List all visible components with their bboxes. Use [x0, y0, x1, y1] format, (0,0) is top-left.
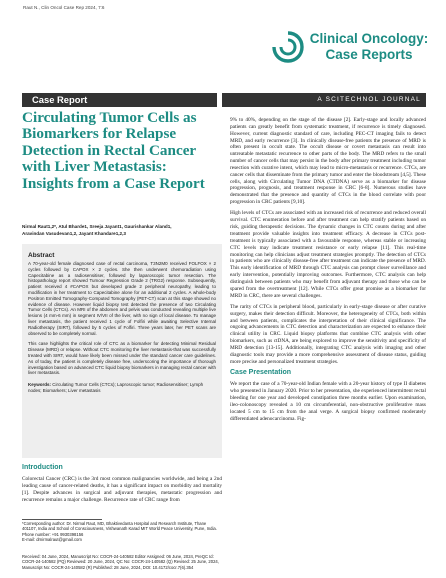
article-title: Circulating Tumor Cells as Biomarkers for Relapse Detection in Rectal Cancer with Liver Metastasis: Insights from a Case Report: [22, 109, 205, 192]
body-paragraph-4: We report the case of a 70-year-old Indian female with a 20-year history of type II diabetes who presented in January 2020. Prior to her presentation, she experienced intermittent rectal bleeding for one year and developed constipation three months earlier. Upon examination, ileo-colonoscopy revealed a 10 cm circumferential, non-obstructive proliferative mass located 5 cm to 15 cm from the anal verge. A surgical biopsy confirmed moderately differentiated adenocarcinoma. Fig-: [230, 381, 426, 422]
case-presentation-heading: Case Presentation: [230, 369, 292, 377]
body-paragraph-2: High levels of CTCs are associated with an increased risk of recurrence and reduced overall survival. CTC enumeration before and after treatment can help stratify patients based on risk, guiding therapeutic decisions. The dynamic changes in CTC counts during and after treatment provide valuable insights into treatment efficacy. A decrease in CTCs post-treatment is typically associated with a favourable response, whereas stable or increasing CTC levels may indicate treatment resistance or early relapse [11]. This real-time monitoring can help clinicians adjust treatment strategies promptly. The detection of CTCs in patients who are clinically disease-free after treatment can indicate the presence of MRD. This early identification of MRD through CTC analysis can prompt closer surveillance and early intervention, potentially improving outcomes. Furthermore, CTC analysis can help distinguish between patients who may benefit from adjuvant therapy and those who can be spared from the overtreatment [12]. While CTCs offer great promise as a biomarker for MRD in CRC, there are several challenges.: [230, 210, 426, 299]
keywords: [28, 382, 216, 394]
introduction-heading: Introduction: [22, 464, 63, 471]
abstract-heading: Abstract: [28, 252, 55, 259]
body-paragraph-1: 9% to 40%, depending on the stage of the disease [2]. Early-stage and locally advanced patients can greatly benefit from systematic treatment, if recurrence is timely diagnosed. However, current diagnostic standard of care, including PEC-CT imaging fails to detect MRD, and early recurrence [3]. In clinically disease-free patients the presence of MRD is often present in occult state. The occult disease or covert metastasis can result into untreatable metastatic recurrence to other parts of the body. The MRD refers to the small number of cancer cells that may persist in the body after primary treatment including tumor resection with curative intent, which may lead to micro-metastasis or recurrence. CTCs, are cancer cells that disseminate from the primary tumor and enter the bloodstream [4,5]. These cells, along with Circulating Tumor DNA (CTDNA) serve as a biomarker for disease progression, prognosis, and treatment response in CRC [6-8]. Numerous studies have demonstrated that the presence and quantity of CTCs in the blood correlate with poor progression in CRC patients [9,10].: [230, 117, 426, 206]
right-column: [230, 117, 426, 427]
article-type-banner: Case Report: [22, 93, 217, 107]
abstract-paragraph-2: This case highlights the critical role of CTC as a biomarker for detecting Minimal Residual Disease (MRD) or relapse. Without CTC monitoring the liver metastasis-that was successfully treated with SIRT, would have likely been missed under the standard cancer care guidelines. As of today, the patient is completely disease free, underscoring the importance of thorough investigation based on advanced CTC liquid biopsy biomarkers in managing rectal cancer with liver metastasis.: [28, 341, 216, 376]
author-list: [22, 224, 222, 237]
journal-title: [309, 31, 429, 63]
received-dates: Received: 04 June, 2024, Manuscript No: COCR-24-140582 Editor Assigned: 06 June, 2024, PreQC Id: COCR-24-140582 (PQ) Reviewed: 20 June, 2024, QC No: COCR-24-140582 (Q) Revised: 25 June, 2024, Manuscript No: COCR-24-140582 (R) Published: 28 June, 2024, DOI: 10.4172/cocr.7(6).354: [22, 554, 219, 570]
journal-logo-icon: [272, 31, 304, 63]
author-line-2: Aravindan Vasudevan1,2, Jayant Khandare1,2,3: [22, 230, 126, 236]
footnote-divider: [22, 519, 102, 520]
publisher-banner: A SCITECHNOL JOURNAL: [222, 93, 426, 107]
abstract-box: [22, 244, 222, 458]
author-line-1: Nirmal Raut1,2*, Atul Bharde1, Sreeja Jayant1, Gaurishankar Aland1,: [22, 224, 172, 229]
corresponding-email: E-mail: drnirmalraut@gmail.com: [22, 537, 82, 543]
keywords-label: Keywords:: [28, 382, 52, 388]
journal-title-line2: Case Reports: [325, 47, 413, 62]
keywords-text: Circulating Tumor Cells (CTCs); Laproscopic tumor; Radiosensitiser; Lymph nodes; Biomarkers; Liver metastasis: [28, 382, 204, 393]
corresponding-author: *Corresponding author: Dr. Nirmal Raut, MD, Bhaktivedanta Hospital and Research Institute, Thane 401107, India and School of Consciousness, Vishwanath Karad MIT World Peace University, Pune, India. Phone number: +91 9930398156: [22, 521, 217, 537]
corresponding-author-footnote: [22, 521, 222, 543]
abstract-paragraph-1: A 70-year-old female diagnosed case of rectal carcinoma, T3N2M0 received FOLFOX × 2 cycles followed by CAPOX × 2 cycles. She then underwent chemoradiation using Capecitabine as a radiosensitiser, followed by laparoscopic tumor resection. The histopathology report showed Tumour Regression Grade 2 (TRG2) response. Subsequently, patient received 4 #CAPOX but developed grade 2 peripheral neuropathy, leading to modification in her treatment to Capecitabine alone for an additional 2 cycles. A whole-body Positron Emitted Tomography-Computed Tomography (PET-CT) scan at this stage showed no evidence of disease. However liquid biopsy test detected the presence of two Circulating Tumor Cells (CTCs). An MRI of the abdomen and pelvis was conducted revealing multiple live lesions (4 mm-6 mm) in segment IV/VII of the liver, with no sign of local disease. To manage liver metastasis, the patient received 1 cycle of Folfiri while awaiting Selective Internal Radiotherapy (SIRT), followed by 5 cycles of Folfiri. Three years later, her PET scans are observed to be completely normal.: [28, 261, 216, 336]
journal-title-line1: Clinical Oncology:: [309, 31, 429, 46]
manuscript-history: [22, 554, 222, 570]
introduction-text: Colorectal Cancer (CRC) is the 3rd most common malignancies worldwide, and being a 2nd leading cause of cancer-related deaths, it has a significant impact on morbidity and mortality [1]. Despite advances in surgical and adjuvant therapies, metastatic progression and recurrence remains a major challenge. Recurrence rate of CRC range from: [22, 476, 222, 503]
body-paragraph-3: The rarity of CTCs in peripheral blood, particularly in early-stage disease or after curative surgery, makes their detection difficult. Moreover, the heterogeneity of CTCs, both within and between patients, complicates the interpretation of their clinical significance. The ongoing advancements in CTC detection and characterization are expected to enhance their clinical utility in CRC. Liquid biopsy platforms that combine CTC analysis with other biomarkers, such as ctDNA, are being explored to improve the sensitivity and specificity of MRD detection [13-15]. Additionally, integrating CTC analysis with imaging and other diagnostic tools may provide a more comprehensive assessment of disease status, guiding more precise and personalized treatment strategies.: [230, 303, 426, 365]
citation-header: Raut N., Clin Oncol Case Rep 2024, 7:6: [23, 5, 105, 10]
